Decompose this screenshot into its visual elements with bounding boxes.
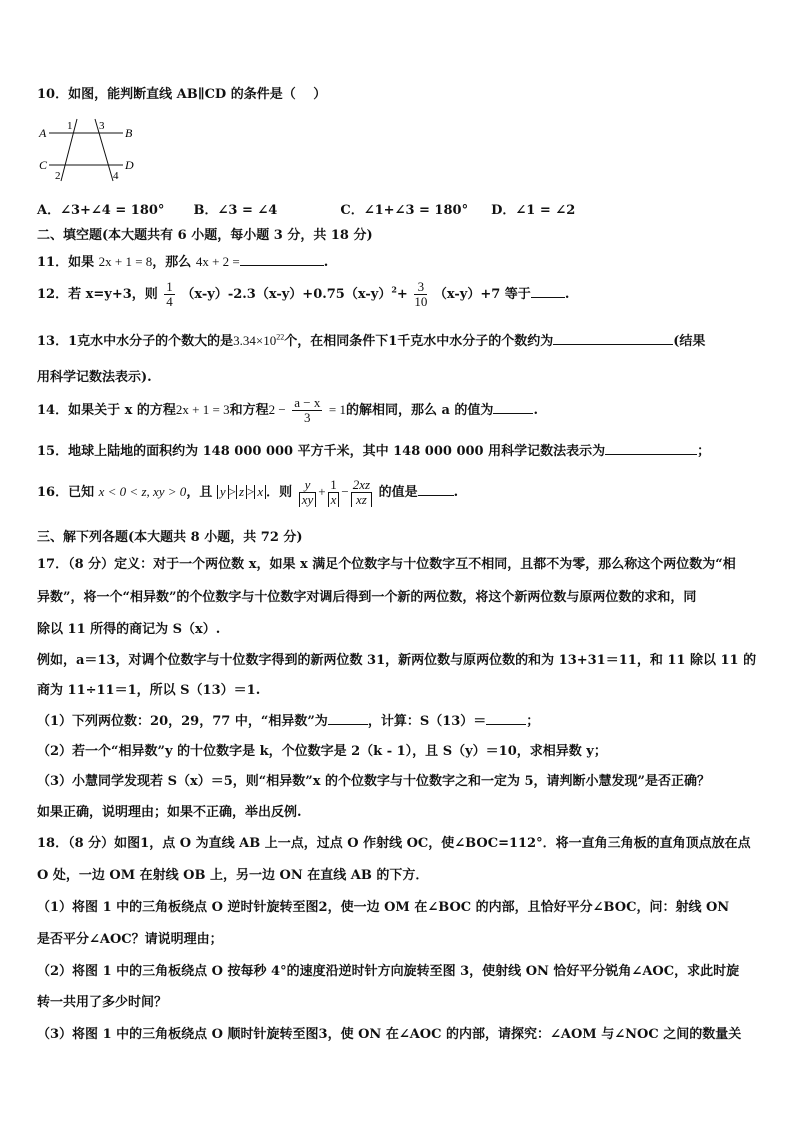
q17-answer-blank-1 bbox=[328, 711, 368, 725]
fig-angle-1: 1 bbox=[67, 120, 73, 132]
q15-end: ； bbox=[697, 444, 711, 459]
q16-post: 的值是 bbox=[378, 485, 418, 500]
q17-part1-a: （1）下列两位数：20，29，77 中，“相异数”为 bbox=[37, 714, 328, 729]
q14-answer-blank bbox=[493, 400, 533, 414]
q17-line-4: 例如，a＝13，对调个位数字与十位数字得到的新两位数 31，新两位数与原两位数的和为 13+31＝11，和 11 除以 11 的 bbox=[37, 653, 757, 668]
q16-then: ．则 bbox=[266, 485, 293, 500]
q10-option-b: B．∠3 = ∠4 bbox=[193, 203, 278, 218]
fig-label-b: B bbox=[125, 126, 133, 140]
q12-square: 2 bbox=[391, 284, 397, 295]
q17-line-2: 异数”，将一个“相异数”的个位数字与十位数字对调后得到一个新的两位数，将这个新两位数与原两位数的求和，同 bbox=[37, 590, 697, 605]
q14-post: 的解相同，那么 a 的值为 bbox=[345, 403, 494, 418]
q11-equation-1: 2x + 1 = 8 bbox=[98, 254, 153, 269]
q13-number: 3.34×10 bbox=[233, 333, 277, 348]
q12-plus: + bbox=[396, 287, 408, 302]
q11-mid: ，那么 bbox=[152, 255, 196, 270]
q10-options bbox=[37, 199, 575, 218]
q13-line-2: 用科学记数法表示). bbox=[37, 370, 152, 385]
q15-text: 15．地球上陆地的面积约为 148 000 000 平方千米，其中 148 000 000 用科学记数法表示为 bbox=[37, 444, 606, 459]
q12-answer-blank bbox=[531, 284, 565, 298]
q11-end: . bbox=[323, 255, 329, 270]
q11-equation-2: 4x + 2 = bbox=[195, 254, 240, 269]
q16-mid: ，且 bbox=[186, 485, 213, 500]
q11 bbox=[37, 251, 328, 270]
section-2-heading: 二、填空题(本大题共有 6 小题，每小题 3 分，共 18 分) bbox=[37, 228, 373, 243]
q16-abs-x: x bbox=[254, 485, 266, 499]
q18-line-3: （1）将图 1 中的三角板绕点 O 逆时针旋转至图2，使一边 OM 在∠BOC 的内部，且恰好平分∠BOC，问：射线 ON bbox=[37, 900, 730, 915]
q14 bbox=[37, 396, 538, 425]
q17-answer-blank-2 bbox=[486, 711, 526, 725]
q13-text-c: (结果 bbox=[673, 334, 706, 349]
q13-answer-blank bbox=[553, 331, 673, 345]
q16-abs-z: z bbox=[236, 485, 247, 499]
q10-option-d: D．∠1 = ∠2 bbox=[491, 203, 576, 218]
section-3-heading: 三、解下列各题(本大题共 8 小题，共 72 分) bbox=[37, 530, 303, 545]
q16-fraction-1: $\frac{y}{xy}$ bbox=[299, 478, 317, 507]
q16-abs-y: y bbox=[217, 485, 229, 499]
q16-gt-1: > bbox=[228, 484, 236, 499]
fig-label-a: A bbox=[39, 126, 47, 140]
q14-pre: 14．如果关于 x 的方程 bbox=[37, 403, 176, 418]
q15 bbox=[37, 440, 710, 459]
q14-mid: 和方程 bbox=[229, 403, 269, 418]
q12-term-2: -2.3（x-y）+0.75（x-y） bbox=[227, 287, 392, 302]
q10-stem: 10．如图，能判断直线 AB∥CD 的条件是（ ） bbox=[37, 87, 327, 102]
q16-condition: x < 0 < z, xy > 0 bbox=[98, 484, 187, 499]
q17-part1-b: ，计算：S（13）＝ bbox=[367, 714, 487, 729]
q15-answer-blank bbox=[605, 441, 697, 455]
q16-end: . bbox=[453, 485, 459, 500]
q17-line-8: （3）小慧同学发现若 S（x）＝5，则“相异数”x 的个位数字与十位数字之和一定为 5，请判断小慧发现”是否正确？ bbox=[37, 774, 711, 789]
q18-line-4: 是否平分∠AOC？请说明理由； bbox=[37, 932, 223, 947]
q17-line-3: 除以 11 所得的商记为 S（x）. bbox=[37, 622, 221, 637]
q14-two: 2 − bbox=[268, 402, 286, 417]
q12 bbox=[37, 280, 569, 309]
q14-fraction: $\frac{a - x}{3}$ bbox=[294, 395, 321, 425]
q16-minus: − bbox=[341, 484, 349, 499]
q13-line-1 bbox=[37, 330, 705, 349]
fig-angle-3: 3 bbox=[99, 120, 105, 132]
q13-text-a: 13．1克水中水分子的个数大的是 bbox=[37, 334, 234, 349]
q17-line-7: （2）若一个“相异数”y 的十位数字是 k，个位数字是 2（k - 1），且 S（y）＝10，求相异数 y； bbox=[37, 744, 607, 759]
q10-option-a: A．∠3+∠4 = 180° bbox=[37, 203, 165, 218]
q17-line-9: 如果正确，说明理由；如果不正确，举出反例. bbox=[37, 805, 302, 820]
q17-part1-c: ； bbox=[526, 714, 540, 729]
q16-fraction-2: $\frac{1}{x}$ bbox=[328, 478, 340, 507]
q12-term-1: （x-y） bbox=[181, 287, 228, 302]
q17-line-5: 商为 11÷11＝1，所以 S（13）＝1. bbox=[37, 683, 261, 698]
q12-fraction-2: $\frac{3}{10}$ bbox=[414, 279, 428, 309]
q16-pre: 16．已知 bbox=[37, 485, 95, 500]
q14-equation-1: 2x + 1 = 3 bbox=[175, 402, 230, 417]
fig-label-d: D bbox=[125, 158, 134, 172]
parallel-lines-figure bbox=[37, 117, 147, 185]
q11-answer-blank bbox=[240, 252, 324, 266]
q16-gt-2: > bbox=[247, 484, 255, 499]
q12-pre: 12．若 x=y+3，则 bbox=[37, 287, 158, 302]
fig-label-c: C bbox=[39, 158, 48, 172]
q12-term-4: （x-y）+7 等于 bbox=[433, 287, 531, 302]
fig-angle-4: 4 bbox=[113, 170, 119, 182]
q11-pre: 11．如果 bbox=[37, 255, 99, 270]
q14-end: . bbox=[533, 403, 538, 418]
q13-exponent: 22 bbox=[276, 332, 285, 342]
q16-answer-blank bbox=[418, 482, 454, 496]
q18-line-6: 转一共用了多少时间？ bbox=[37, 995, 168, 1010]
q17-line-6 bbox=[37, 710, 539, 729]
q12-fraction-1: $\frac{1}{4}$ bbox=[166, 279, 173, 309]
q17-line-1: 17．（8 分）定义：对于一个两位数 x，如果 x 满足个位数字与十位数字互不相同，且都不为零，那么称这个两位数为“相 bbox=[37, 557, 736, 572]
q18-line-7: （3）将图 1 中的三角板绕点 O 顺时针旋转至图3，使 ON 在∠AOC 的内部，请探究：∠AOM 与∠NOC 之间的数量关 bbox=[37, 1027, 742, 1042]
q18-line-2: O 处，一边 OM 在射线 OB 上，另一边 ON 在直线 AB 的下方． bbox=[37, 868, 429, 883]
q10-option-c: C．∠1+∠3 = 180° bbox=[340, 203, 469, 218]
q16-fraction-3: $\frac{2xz}{xz}$ bbox=[352, 477, 371, 507]
q14-equals: = 1 bbox=[328, 402, 346, 417]
q18-line-1: 18．（8 分）如图1，点 O 为直线 AB 上一点，过点 O 作射线 OC，使∠BOC=112°．将一直角三角板的直角顶点放在点 bbox=[37, 836, 751, 851]
q16 bbox=[37, 478, 458, 507]
fig-angle-2: 2 bbox=[55, 170, 61, 182]
q12-end: . bbox=[564, 287, 570, 302]
q13-text-b: 个，在相同条件下1千克水中水分子的个数约为 bbox=[284, 334, 554, 349]
q18-line-5: （2）将图 1 中的三角板绕点 O 按每秒 4°的速度沿逆时针方向旋转至图 3，使射线 ON 恰好平分锐角∠AOC，求此时旋 bbox=[37, 964, 740, 979]
q16-plus: + bbox=[318, 484, 326, 499]
